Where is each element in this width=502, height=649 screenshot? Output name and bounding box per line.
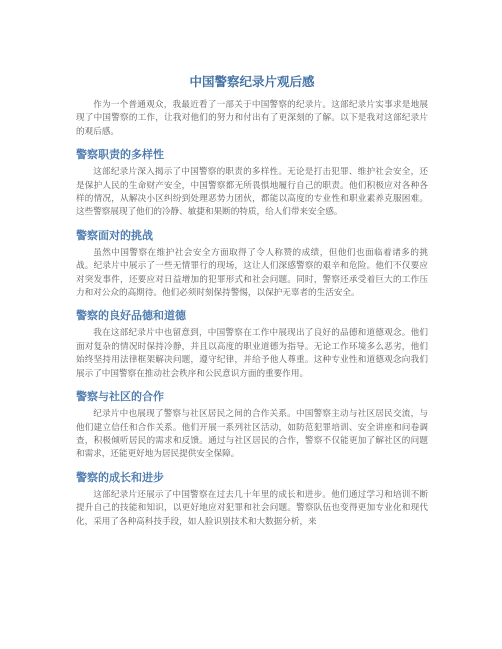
intro-paragraph: 作为一个普通观众，我最近看了一部关于中国警察的纪录片。这部纪录片实事求是地展现了中国警察的工作，让我对他们的努力和付出有了更深刻的了解。以下是我对这部纪录片的观后感。 bbox=[76, 100, 428, 137]
section-body-growth: 这部纪录片还展示了中国警察在过去几十年里的成长和进步。他们通过学习和培训不断提升自己的技能和知识，以更好地应对犯罪和社会问题。警察队伍也变得更加专业化和现代化，采用了各种高科技手段，如人脸识别技术和大数据分析，来 bbox=[76, 489, 428, 527]
document-title: 中国警察纪录片观后感 bbox=[189, 74, 315, 89]
section-body-challenges: 虽然中国警察在维护社会安全方面取得了令人称赞的成绩，但他们也面临着诸多的挑战。纪录片中展示了一些无情罪行的现场，这让人们深感警察的艰辛和危险。他们不仅要应对突发事件，还要应对日益增加的犯罪形式和社会问题。同时，警察还承受着巨大的工作压力和对公众的高期待。他们必须时刻保持警惕，以保护无辜者的生活安全。 bbox=[76, 247, 428, 299]
section-body-community: 纪录片中也展现了警察与社区居民之间的合作关系。中国警察主动与社区居民交流，与他们建立信任和合作关系。他们开展一系列社区活动，如防范犯罪培训、安全讲座和问卷调查，积极倾听居民的需求和反馈。通过与社区居民的合作，警察不仅能更加了解社区的问题和需求，还能更好地为居民提供安全保障。 bbox=[76, 409, 428, 460]
section-heading-community: 警察与社区的合作 bbox=[76, 390, 164, 404]
section-heading-ethics: 警察的良好品德和道德 bbox=[76, 309, 186, 323]
section-body-ethics: 我在这部纪录片中也留意到，中国警察在工作中展现出了良好的品德和道德观念。他们面对复杂的情况时保持冷静，并且以高度的职业道德为指导。无论工作环境多么恶劣，他们始终坚持用法律框架解决问题，遵守纪律，并给予他人尊重。这种专业性和道德观念向我们展示了中国警察在推动社会秩序和公民意识方面的重要作用。 bbox=[76, 328, 428, 379]
section-heading-challenges: 警察面对的挑战 bbox=[76, 228, 153, 242]
section-heading-duties: 警察职责的多样性 bbox=[76, 148, 164, 162]
section-body-duties: 这部纪录片深入揭示了中国警察的职责的多样性。无论是打击犯罪、维护社会安全，还是保护人民的生命财产安全，中国警察都无所畏惧地履行自己的职责。他们积极应对各种各样的情况，从解决小区纠纷到处理恶势力团伙，都能以高度的专业性和职业素养克服困难。这些警察展现了他们的冷静、敏捷和果断的特质，给人们带来安全感。 bbox=[76, 167, 428, 218]
document-body bbox=[76, 74, 428, 537]
section-heading-growth: 警察的成长和进步 bbox=[76, 470, 164, 484]
